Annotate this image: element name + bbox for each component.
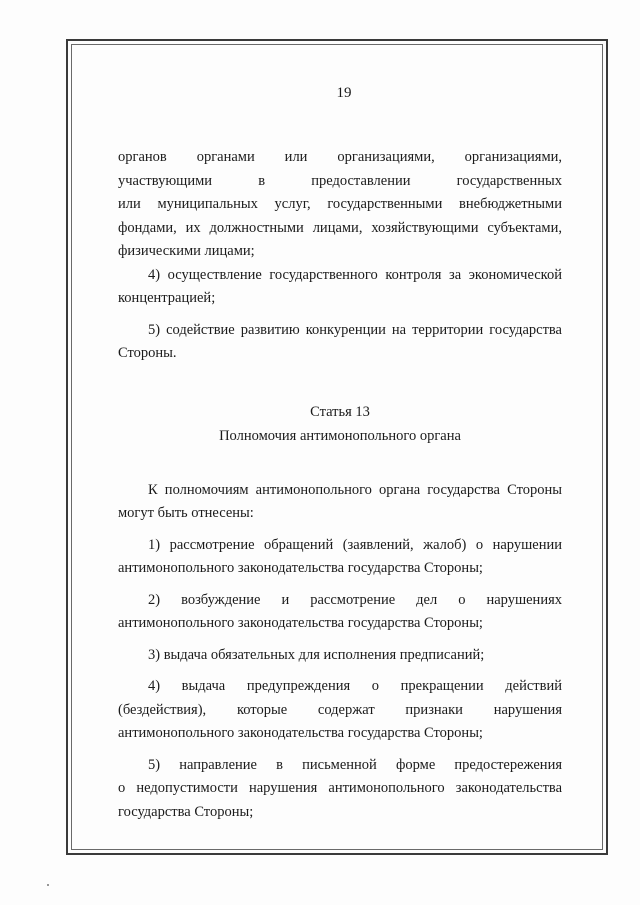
text-line: 2) возбуждение и рассмотрение дел о нарушениях (148, 591, 562, 608)
article-number: Статья 13 (310, 403, 370, 420)
article-heading (118, 400, 562, 448)
text-line: (бездействия), которые содержат признаки нарушения (118, 701, 562, 718)
list-item-2 (118, 589, 562, 636)
text-line: 4) выдача предупреждения о прекращении действий (148, 678, 562, 694)
text-line: фондами, их должностными лицами, хозяйствующими субъектами, (118, 219, 562, 236)
text-line: К полномочиям антимонопольного органа государства Стороны (148, 481, 562, 498)
text-line: о недопустимости нарушения антимонопольного законодательства (118, 780, 562, 796)
text-line: 5) направление в письменной форме предостережения (148, 756, 562, 773)
text-line: 5) содействие развитию конкуренции на территории государства (148, 321, 562, 338)
list-item-5 (118, 319, 562, 366)
page-number: 19 (336, 85, 352, 101)
text-line: концентрацией; (118, 290, 216, 306)
text-line: органов органами или организациями, организациями, (118, 149, 562, 165)
text-line: физическими лицами; (118, 243, 255, 259)
list-item-4 (118, 675, 562, 746)
text-line: участвующими в предоставлении государственных (118, 172, 562, 189)
text-line: 1) рассмотрение обращений (заявлений, жалоб) о нарушении (148, 536, 562, 553)
text-line: 3) выдача обязательных для исполнения предписаний; (148, 646, 485, 663)
list-item-3 (118, 644, 562, 668)
text-line: антимонопольного законодательства государства Стороны; (118, 725, 483, 741)
text-line: антимонопольного законодательства государства Стороны; (118, 560, 483, 576)
text-line: Стороны. (118, 345, 177, 361)
text-line: 4) осуществление государственного контроля за экономической (148, 266, 562, 283)
text-line: или муниципальных услуг, государственными внебюджетными (118, 196, 562, 212)
scan-speck (47, 884, 49, 886)
list-item-1 (118, 534, 562, 581)
text-line: антимонопольного законодательства государства Стороны; (118, 615, 483, 631)
article-title: Полномочия антимонопольного органа (219, 427, 461, 444)
paragraph-bodies-list (118, 146, 562, 264)
list-item-5 (118, 754, 562, 825)
text-line: государства Стороны; (118, 803, 254, 820)
article-body (118, 479, 562, 825)
text-line: могут быть отнесены: (118, 505, 254, 521)
document-body (118, 78, 562, 824)
section-continuation (118, 146, 562, 366)
list-item-4 (118, 264, 562, 311)
intro-paragraph (118, 479, 562, 526)
